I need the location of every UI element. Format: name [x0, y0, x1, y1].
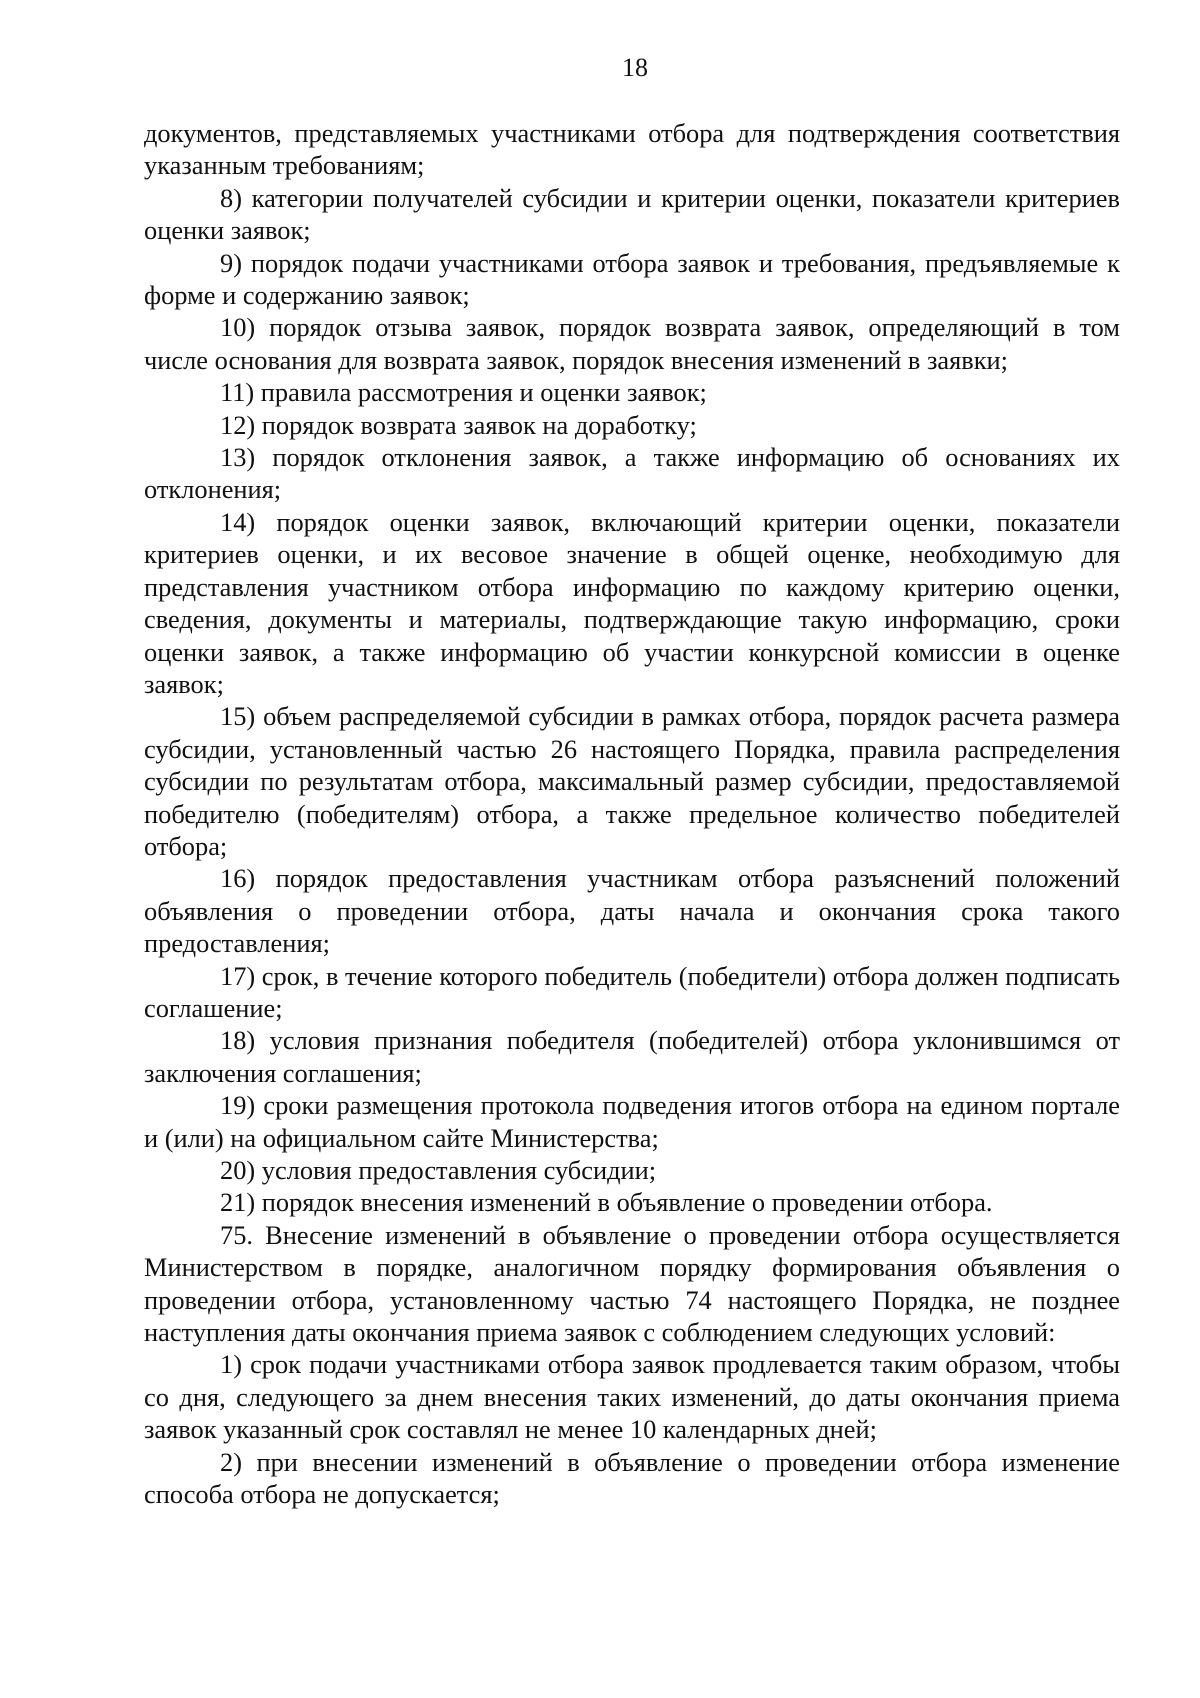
list-item-11: 11) правила рассмотрения и оценки заявок;: [220, 377, 707, 408]
condition-1: 1) срок подачи участниками отбора заявок продлевается таким образом, чтобы со дня, следующего за днем внесения таких изменений, до даты окончания приема заявок указанный срок составлял не менее 10 календарных дней;: [144, 1349, 1120, 1445]
list-item-9: 9) порядок подачи участниками отбора заявок и требования, предъявляемые к форме и содержанию заявок;: [144, 247, 1120, 311]
list-item-21: 21) порядок внесения изменений в объявление о проведении отбора.: [220, 1187, 993, 1218]
list-item-17: 17) срок, в течение которого победитель (победители) отбора должен подписать соглашение;: [144, 960, 1120, 1023]
list-item-15: 15) объем распределяемой субсидии в рамках отбора, порядок расчета размера субсидии, установленный частью 26 настоящего Порядка, правила распределения субсидии по результатам отбора, максимальный размер субсидии, предоставляемой победителю (победителям) отбора, а также предельное количество победителей отбора;: [144, 701, 1120, 861]
document-body: [144, 117, 1120, 1510]
list-item-13: 13) порядок отклонения заявок, а также информацию об основаниях их отклонения;: [144, 442, 1120, 505]
section-75: 75. Внесение изменений в объявление о проведении отбора осуществляется Министерством в порядке, аналогичном порядку формирования объявления о проведении отбора, установленному частью 74 настоящего Порядка, не позднее наступления даты окончания приема заявок с соблюдением следующих условий:: [144, 1219, 1120, 1348]
paragraph-continuation: документов, представляемых участниками отбора для подтверждения соответствия указанным требованиям;: [144, 118, 1120, 181]
list-item-10: 10) порядок отзыва заявок, порядок возврата заявок, определяющий в том числе основания для возврата заявок, порядок внесения изменений в заявки;: [144, 312, 1120, 375]
page-number: 18: [622, 53, 648, 82]
list-item-16: 16) порядок предоставления участникам отбора разъяснений положений объявления о проведении отбора, даты начала и окончания срока такого предоставления;: [144, 863, 1120, 959]
list-item-12: 12) порядок возврата заявок на доработку;: [220, 409, 697, 440]
list-item-18: 18) условия признания победителя (победителей) отбора уклонившимся от заключения соглашения;: [144, 1025, 1120, 1088]
list-item-14: 14) порядок оценки заявок, включающий критерии оценки, показатели критериев оценки, и их весовое значение в общей оценке, необходимую для представления участником отбора информацию по каждому критерию оценки, сведения, документы и материалы, подтверждающие такую информацию, сроки оценки заявок, а также информацию об участии конкурсной комиссии в оценке заявок;: [144, 506, 1120, 699]
list-item-19: 19) сроки размещения протокола подведения итогов отбора на едином портале и (или) на официальном сайте Министерства;: [144, 1090, 1120, 1153]
list-item-8: 8) категории получателей субсидии и критерии оценки, показатели критериев оценки заявок;: [144, 182, 1120, 246]
list-item-20: 20) условия предоставления субсидии;: [220, 1155, 657, 1185]
condition-2: 2) при внесении изменений в объявление о проведении отбора изменение способа отбора не допускается;: [144, 1446, 1120, 1510]
